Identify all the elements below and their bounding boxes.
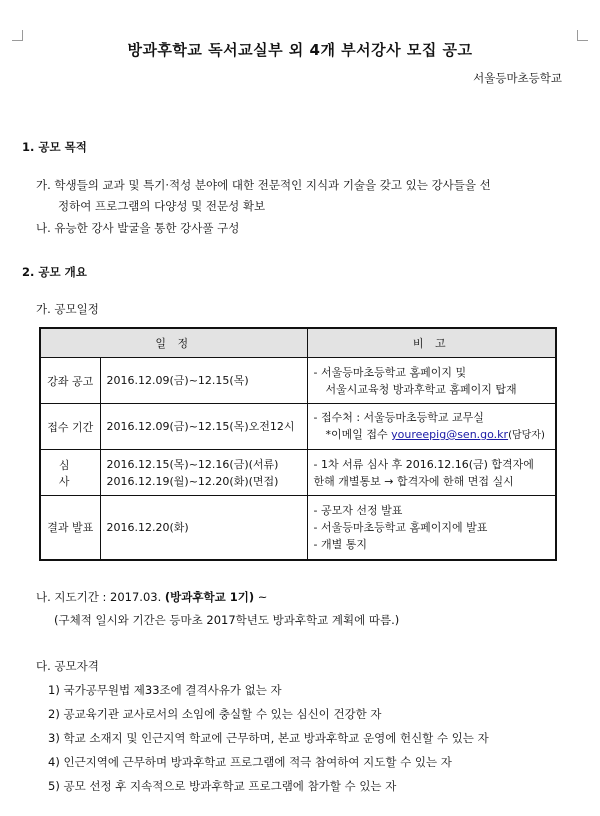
qualification-item: 2) 공교육기관 교사로서의 소임에 충실할 수 있는 심신이 건강한 자 xyxy=(48,707,382,721)
remark-line: - 서울등마초등학교 홈페이지에 발표 xyxy=(313,520,488,534)
section1-item-a-line1: 가. 학생들의 교과 및 특기·적성 분야에 대한 전문적인 지식과 기술을 갖고 있는 강사들을 선 xyxy=(36,178,491,192)
table-row xyxy=(40,496,556,560)
qualification-item: 4) 인근지역에 근무하며 방과후학교 프로그램에 적극 참여하여 지도할 수 있는 자 xyxy=(48,755,452,769)
header-remarks: 비 고 xyxy=(307,328,556,358)
section1-heading: 1. 공모 목적 xyxy=(22,140,87,154)
row-remarks xyxy=(307,404,556,450)
remark-line: 한해 개별통보 → 합격자에 한해 면접 실시 xyxy=(313,474,514,488)
teaching-period xyxy=(36,589,267,605)
row-remarks xyxy=(307,450,556,496)
remark-line: - 1차 서류 심사 후 2016.12.16(금) 합격자에 xyxy=(313,457,534,471)
remark-line: - 접수처 : 서울등마초등학교 교무실 xyxy=(313,411,484,424)
date-line: 2016.12.20(화) xyxy=(106,520,189,534)
row-label: 접수 기간 xyxy=(40,404,100,450)
header-schedule: 일 정 xyxy=(40,328,307,358)
teaching-period-prefix: 나. 지도기간 : 2017.03. xyxy=(36,590,162,604)
section1-item-b: 나. 유능한 강사 발굴을 통한 강사풀 구성 xyxy=(36,221,240,235)
date-line: 2016.12.19(월)~12.20(화)(면접) xyxy=(106,474,279,488)
qualification-item: 3) 학교 소재지 및 인근지역 학교에 근무하며, 본교 방과후학교 운영에 헌신할 수 있는 자 xyxy=(48,731,489,745)
section1-item-a-line2: 정하여 프로그램의 다양성 및 전문성 확보 xyxy=(58,199,266,213)
remark-line: - 개별 통지 xyxy=(313,537,367,551)
remark-line: 서울시교육청 방과후학교 홈페이지 탑재 xyxy=(325,382,517,396)
row-dates xyxy=(100,496,307,560)
document-title: 방과후학교 독서교실부 외 4개 부서강사 모집 공고 xyxy=(127,41,473,59)
qualification-item: 1) 국가공무원법 제33조에 결격사유가 없는 자 xyxy=(48,683,282,697)
teaching-period-suffix: ~ xyxy=(257,590,268,604)
row-remarks xyxy=(307,358,556,404)
section2-heading: 2. 공모 개요 xyxy=(22,265,87,279)
row-dates xyxy=(100,450,307,496)
table-row xyxy=(40,358,556,404)
date-line: 2016.12.09(금)~12.15(목)오전12시 xyxy=(106,420,295,433)
teaching-period-note: (구체적 일시와 기간은 등마초 2017학년도 방과후학교 계획에 따름.) xyxy=(54,613,400,627)
date-line: 2016.12.09(금)~12.15(목) xyxy=(106,374,249,387)
row-label: 결과 발표 xyxy=(40,496,100,560)
date-line: 2016.12.15(목)~12.16(금)(서류) xyxy=(106,457,279,471)
teaching-period-term: (방과후학교 1기) xyxy=(164,590,255,604)
email-suffix: (담당자) xyxy=(508,430,545,441)
remark-line: - 서울등마초등학교 홈페이지 및 xyxy=(313,365,467,379)
row-remarks xyxy=(307,496,556,560)
row-dates xyxy=(100,358,307,404)
email-line xyxy=(314,426,550,444)
email-prefix: *이메일 접수 xyxy=(325,428,388,441)
qualification-item: 5) 공모 선정 후 지속적으로 방과후학교 프로그램에 참가할 수 있는 자 xyxy=(48,779,397,793)
schedule-table xyxy=(39,327,557,561)
table-row xyxy=(40,450,556,496)
remark-line: - 공모자 선정 발표 xyxy=(313,503,403,517)
qualification-subheading: 다. 공모자격 xyxy=(36,659,99,673)
row-label: 심 사 xyxy=(40,450,100,496)
schedule-subheading: 가. 공모일정 xyxy=(36,302,99,316)
schedule-table-header xyxy=(40,328,556,358)
email-link[interactable]: youreepig@sen.go.kr xyxy=(391,428,509,441)
organization-name: 서울등마초등학교 xyxy=(473,71,562,85)
row-dates xyxy=(100,404,307,450)
row-label: 강좌 공고 xyxy=(40,358,100,404)
table-row xyxy=(40,404,556,450)
